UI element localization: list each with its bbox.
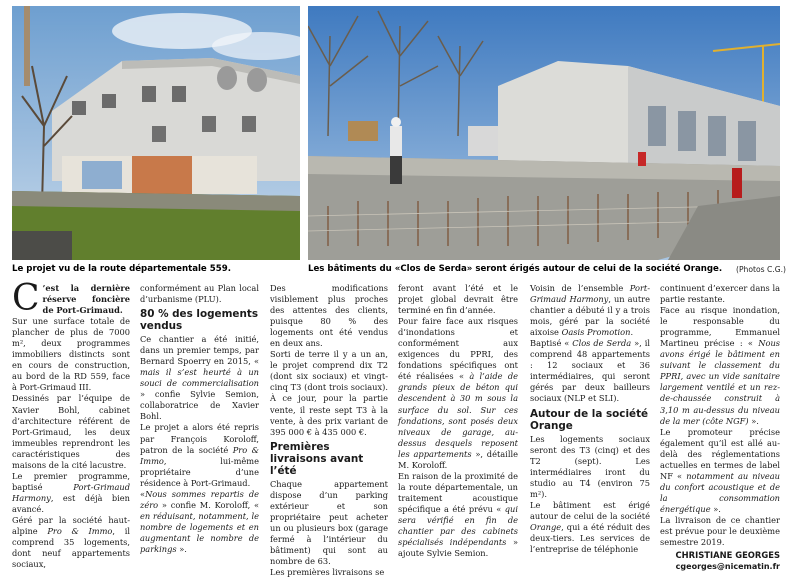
- subheading-premieres-livraisons: Premières livraisons avant l’été: [270, 440, 364, 477]
- article-intro: C ’est la dernière réserve foncière de Port-Grimaud.: [12, 278, 130, 319]
- caption-left: Le projet vu de la route départementale 559.: [12, 264, 231, 274]
- photo-left-building: [12, 6, 300, 260]
- article-column-2: conformément au Plan local d’urbanisme (PLU). 80 % des logements vendus Ce chantier a été initié, dans un premier temps, par Bernard Spoerry en 2015, « mais il s’est heurté à un souci de commercialisation » confie Sylvie Semion, collaboratrice de Xavier Bohl. Le projet a alors été repris par François Koroloff, patron de la société Pro & Immo, lui-même propriétaire d’une résidence à Port-Grimaud. «Nous sommes repartis de zéro » confie M. Koroloff, « en réduisant, notamment, le nombre de logements et en augmentant le nombre de parkings ».: [140, 283, 259, 554]
- photo-credit: (Photos C.G.): [736, 265, 786, 274]
- article-column-1: C ’est la dernière réserve foncière de Port-Grimaud. Sur une surface totale de plancher de plus de 7000 m², deux programmes immobiliers distincts sont en cours de construction, au bord de la RD 559, face à Port-Grimaud III. Dessinés par l’équipe de Xavier Bohl, cabinet d’architecture référent de Port-Grimaud, les deux immeubles reprendront les caractéristiques des maisons de la cité lacustre. Le premier programme, baptisé Port-Grimaud Harmony, est déjà bien avancé. Géré par la société haut-alpine Pro & Immo, il comprend 35 logements, dont neuf appartements sociaux,: [12, 278, 130, 570]
- subheading-societe-orange: Autour de la société Orange: [530, 407, 649, 432]
- author-email[interactable]: cgeorges@nicematin.fr: [675, 562, 780, 572]
- photo-right-construction-site: [308, 6, 780, 260]
- article-column-4: feront avant l’été et le projet global devrait être terminé en fin d’année. Pour faire face aux risques d’inondations et conformément aux exigences du PPRI, des fondations spécifiques ont été réalisées « à l’aide de grands pieux de béton qui descendent à 30 m sous la surface du sol. Sur ces fondations, sont posés deux niveaux de garage, au-dessus desquels reposent les appartements », détaille M. Koroloff. En raison de la proximité de la route départementale, un traitement acoustique spécifique a été prévu « qui sera vérifié en fin de chantier par des cabinets spécialisés indépendants » ajoute Sylvie Semion.: [398, 283, 518, 559]
- caption-right: Les bâtiments du «Clos de Serda» seront érigés autour de celui de la société Orange.: [308, 264, 723, 274]
- drop-cap: C: [12, 278, 40, 319]
- article-column-6: continuent d’exercer dans la partie restante. Face au risque inondation, le responsable du programme, Emmanuel Martineu précise : « Nous avons érigé le bâtiment en suivant le classement du PPRI, avec un vide sanitaire largement ventilé et un rez-de-chaussée construit à 3,10 m au-dessus du niveau de la mer (côte NGF) ». Le promoteur précise également qu’il est allé au-delà des réglementations actuelles en termes de label NF « notamment au niveau du confort acoustique et de la consommation énergétique ». La livraison de ce chantier est prévue pour le deuxième semestre 2019. CHRISTIANE GEORGES cgeorges@nicematin.fr: [660, 283, 780, 572]
- subheading-80-percent: 80 % des logements vendus: [140, 308, 259, 333]
- article-column-5: Voisin de l’ensemble Port-Grimaud Harmony, un autre chantier a débuté il y a trois mois, géré par la société aixoise Oasis Promotion. Baptisé « Clos de Serda », il comprend 48 appartements : 12 sociaux et 36 intermédiaires, qui seront gérés par deux bailleurs sociaux (NLP et SLI). Autour de la société Orange Les logements sociaux seront des T3 (cinq) et des T2 (sept). Les intermédiaires iront du studio au T4 (environ 75 m²). Le bâtiment est érigé autour de celui de la société Orange, qui a été réduit des deux-tiers. Les services de l’entreprise de téléphonie: [530, 283, 650, 554]
- article-column-3: Des modifications visiblement plus proches des attentes des clients, puisque 80 % des logements ont été vendus en deux ans. Sorti de terre il y a un an, le projet comprend dix T2 (dont six sociaux) et vingt-cinq T3 (dont trois sociaux). À ce jour, pour la partie vente, il reste sept T3 à la vente, à des prix variant de 395 000 € à 435 000 €. Premières livraisons avant l’été Chaque appartement dispose d’un parking extérieur et son propriétaire peut acheter un ou plusieurs box (garage fermé à l’intérieur du bâtiment) qui sont au nombre de 63. Les premières livraisons se: [270, 283, 388, 578]
- author-signature: CHRISTIANE GEORGES: [675, 550, 780, 561]
